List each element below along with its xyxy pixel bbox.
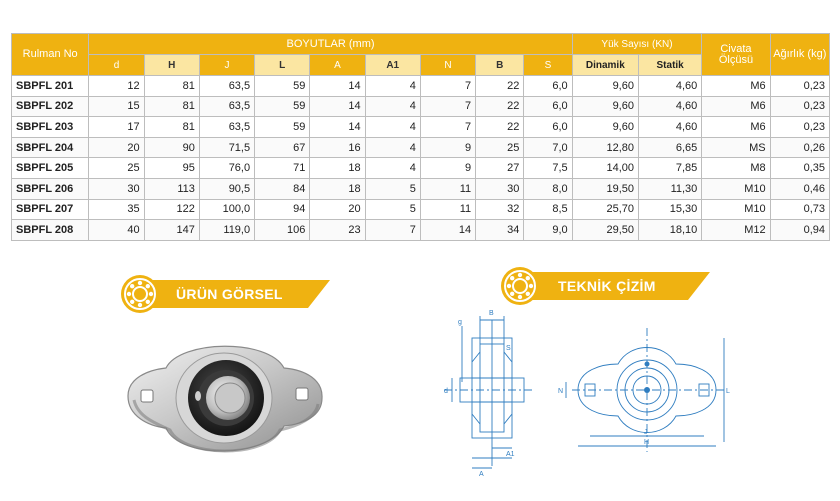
- header-dimensions: BOYUTLAR (mm): [89, 34, 572, 55]
- cell-dyn: 19,50: [572, 178, 638, 199]
- cell-j: 63,5: [199, 76, 254, 97]
- drawing-label-N: N: [558, 388, 564, 395]
- drawing-label-g: g: [458, 319, 462, 326]
- cell-weight: 0,35: [770, 158, 829, 179]
- table-row: [12, 117, 830, 138]
- cell-s: 7,0: [524, 137, 572, 158]
- cell-stat: 6,65: [638, 137, 701, 158]
- cell-s: 9,0: [524, 220, 572, 241]
- cell-stat: 15,30: [638, 199, 701, 220]
- cell-bolt: M6: [702, 96, 770, 117]
- cell-l: 84: [255, 178, 310, 199]
- cell-n: 7: [420, 117, 475, 138]
- cell-h: 122: [144, 199, 199, 220]
- cell-n: 14: [420, 220, 475, 241]
- col-d: d: [89, 55, 144, 76]
- cell-a1: 4: [365, 137, 420, 158]
- cell-a: 20: [310, 199, 365, 220]
- cell-b: 22: [476, 117, 524, 138]
- cell-d: 40: [89, 220, 144, 241]
- cell-weight: 0,46: [770, 178, 829, 199]
- cell-a1: 5: [365, 178, 420, 199]
- cell-bolt: M8: [702, 158, 770, 179]
- cell-j: 63,5: [199, 96, 254, 117]
- cell-h: 147: [144, 220, 199, 241]
- cell-h: 81: [144, 76, 199, 97]
- cell-n: 9: [420, 158, 475, 179]
- col-B: B: [476, 55, 524, 76]
- cell-a1: 5: [365, 199, 420, 220]
- cell-bolt: M10: [702, 199, 770, 220]
- cell-a1: 4: [365, 96, 420, 117]
- cell-dyn: 14,00: [572, 158, 638, 179]
- table-row: [12, 76, 830, 97]
- cell-j: 71,5: [199, 137, 254, 158]
- cell-dyn: 25,70: [572, 199, 638, 220]
- table-row: [12, 178, 830, 199]
- cell-a: 14: [310, 117, 365, 138]
- header-weight: Ağırlık (kg): [770, 34, 829, 76]
- drawing-label-S: S: [506, 345, 511, 352]
- technical-drawing-title: TEKNİK ÇİZİM: [558, 278, 656, 294]
- cell-name: SBPFL 204: [12, 137, 89, 158]
- cell-l: 106: [255, 220, 310, 241]
- cell-a: 23: [310, 220, 365, 241]
- cell-b: 25: [476, 137, 524, 158]
- cell-bolt: M12: [702, 220, 770, 241]
- header-load-capacity: Yük Sayısı (KN): [572, 34, 702, 55]
- cell-b: 34: [476, 220, 524, 241]
- cell-n: 11: [420, 199, 475, 220]
- cell-name: SBPFL 201: [12, 76, 89, 97]
- drawing-label-d: d: [444, 388, 448, 395]
- cell-weight: 0,23: [770, 76, 829, 97]
- table-row: [12, 137, 830, 158]
- cell-a1: 4: [365, 117, 420, 138]
- cell-d: 30: [89, 178, 144, 199]
- col-A: A: [310, 55, 365, 76]
- drawing-label-B: B: [489, 310, 494, 317]
- technical-drawing: [432, 308, 732, 488]
- cell-s: 6,0: [524, 76, 572, 97]
- cell-l: 71: [255, 158, 310, 179]
- cell-dyn: 9,60: [572, 117, 638, 138]
- col-dynamic: Dinamik: [572, 55, 638, 76]
- header-bolt-size: Civata Ölçüsü: [702, 34, 770, 76]
- cell-l: 59: [255, 76, 310, 97]
- drawing-label-J: J: [644, 429, 648, 436]
- cell-weight: 0,73: [770, 199, 829, 220]
- cell-a: 14: [310, 96, 365, 117]
- product-image-banner: [120, 280, 330, 308]
- cell-h: 95: [144, 158, 199, 179]
- cell-stat: 18,10: [638, 220, 701, 241]
- cell-bolt: M6: [702, 76, 770, 97]
- cell-j: 119,0: [199, 220, 254, 241]
- cell-weight: 0,94: [770, 220, 829, 241]
- cell-bolt: M6: [702, 117, 770, 138]
- drawing-label-L: L: [726, 388, 730, 395]
- cell-n: 7: [420, 96, 475, 117]
- header-bearing-no: Rulman No: [12, 34, 89, 76]
- col-A1: A1: [365, 55, 420, 76]
- cell-bolt: MS: [702, 137, 770, 158]
- cell-name: SBPFL 202: [12, 96, 89, 117]
- cell-a: 16: [310, 137, 365, 158]
- cell-s: 6,0: [524, 96, 572, 117]
- cell-l: 59: [255, 96, 310, 117]
- cell-l: 94: [255, 199, 310, 220]
- col-L: L: [255, 55, 310, 76]
- cell-n: 11: [420, 178, 475, 199]
- cell-dyn: 29,50: [572, 220, 638, 241]
- cell-weight: 0,23: [770, 117, 829, 138]
- product-image-title: ÜRÜN GÖRSEL: [176, 286, 283, 302]
- cell-j: 100,0: [199, 199, 254, 220]
- cell-d: 20: [89, 137, 144, 158]
- cell-a: 18: [310, 178, 365, 199]
- product-photo: [118, 318, 332, 488]
- cell-b: 30: [476, 178, 524, 199]
- table-row: [12, 96, 830, 117]
- col-S: S: [524, 55, 572, 76]
- cell-dyn: 9,60: [572, 76, 638, 97]
- col-H: H: [144, 55, 199, 76]
- cell-weight: 0,23: [770, 96, 829, 117]
- table-body: [12, 76, 830, 241]
- cell-b: 27: [476, 158, 524, 179]
- cell-a1: 4: [365, 76, 420, 97]
- cell-b: 32: [476, 199, 524, 220]
- cell-d: 25: [89, 158, 144, 179]
- cell-h: 81: [144, 117, 199, 138]
- cell-h: 113: [144, 178, 199, 199]
- cell-stat: 7,85: [638, 158, 701, 179]
- cell-b: 22: [476, 76, 524, 97]
- cell-b: 22: [476, 96, 524, 117]
- cell-dyn: 9,60: [572, 96, 638, 117]
- cell-stat: 4,60: [638, 117, 701, 138]
- drawing-label-A: A: [479, 471, 484, 478]
- cell-bolt: M10: [702, 178, 770, 199]
- cell-h: 90: [144, 137, 199, 158]
- drawing-label-H: H: [644, 439, 650, 446]
- cell-d: 17: [89, 117, 144, 138]
- cell-weight: 0,26: [770, 137, 829, 158]
- cell-dyn: 12,80: [572, 137, 638, 158]
- cell-stat: 11,30: [638, 178, 701, 199]
- col-static: Statik: [638, 55, 701, 76]
- table-row: [12, 220, 830, 241]
- cell-a1: 4: [365, 158, 420, 179]
- spec-table: [11, 33, 830, 241]
- cell-d: 35: [89, 199, 144, 220]
- cell-stat: 4,60: [638, 76, 701, 97]
- cell-l: 59: [255, 117, 310, 138]
- cell-name: SBPFL 207: [12, 199, 89, 220]
- bearing-icon: [120, 274, 160, 314]
- cell-a1: 7: [365, 220, 420, 241]
- cell-h: 81: [144, 96, 199, 117]
- cell-s: 8,5: [524, 199, 572, 220]
- col-N: N: [420, 55, 475, 76]
- cell-name: SBPFL 208: [12, 220, 89, 241]
- bearing-icon: [500, 266, 540, 306]
- cell-j: 63,5: [199, 117, 254, 138]
- technical-drawing-banner: [500, 272, 710, 300]
- cell-n: 7: [420, 76, 475, 97]
- table-row: [12, 199, 830, 220]
- cell-a: 14: [310, 76, 365, 97]
- col-J: J: [199, 55, 254, 76]
- drawing-label-A1: A1: [506, 451, 515, 458]
- cell-s: 7,5: [524, 158, 572, 179]
- cell-name: SBPFL 205: [12, 158, 89, 179]
- cell-l: 67: [255, 137, 310, 158]
- cell-name: SBPFL 206: [12, 178, 89, 199]
- cell-s: 8,0: [524, 178, 572, 199]
- cell-n: 9: [420, 137, 475, 158]
- cell-d: 15: [89, 96, 144, 117]
- cell-j: 76,0: [199, 158, 254, 179]
- cell-name: SBPFL 203: [12, 117, 89, 138]
- cell-d: 12: [89, 76, 144, 97]
- table-row: [12, 158, 830, 179]
- cell-j: 90,5: [199, 178, 254, 199]
- cell-a: 18: [310, 158, 365, 179]
- cell-stat: 4,60: [638, 96, 701, 117]
- cell-s: 6,0: [524, 117, 572, 138]
